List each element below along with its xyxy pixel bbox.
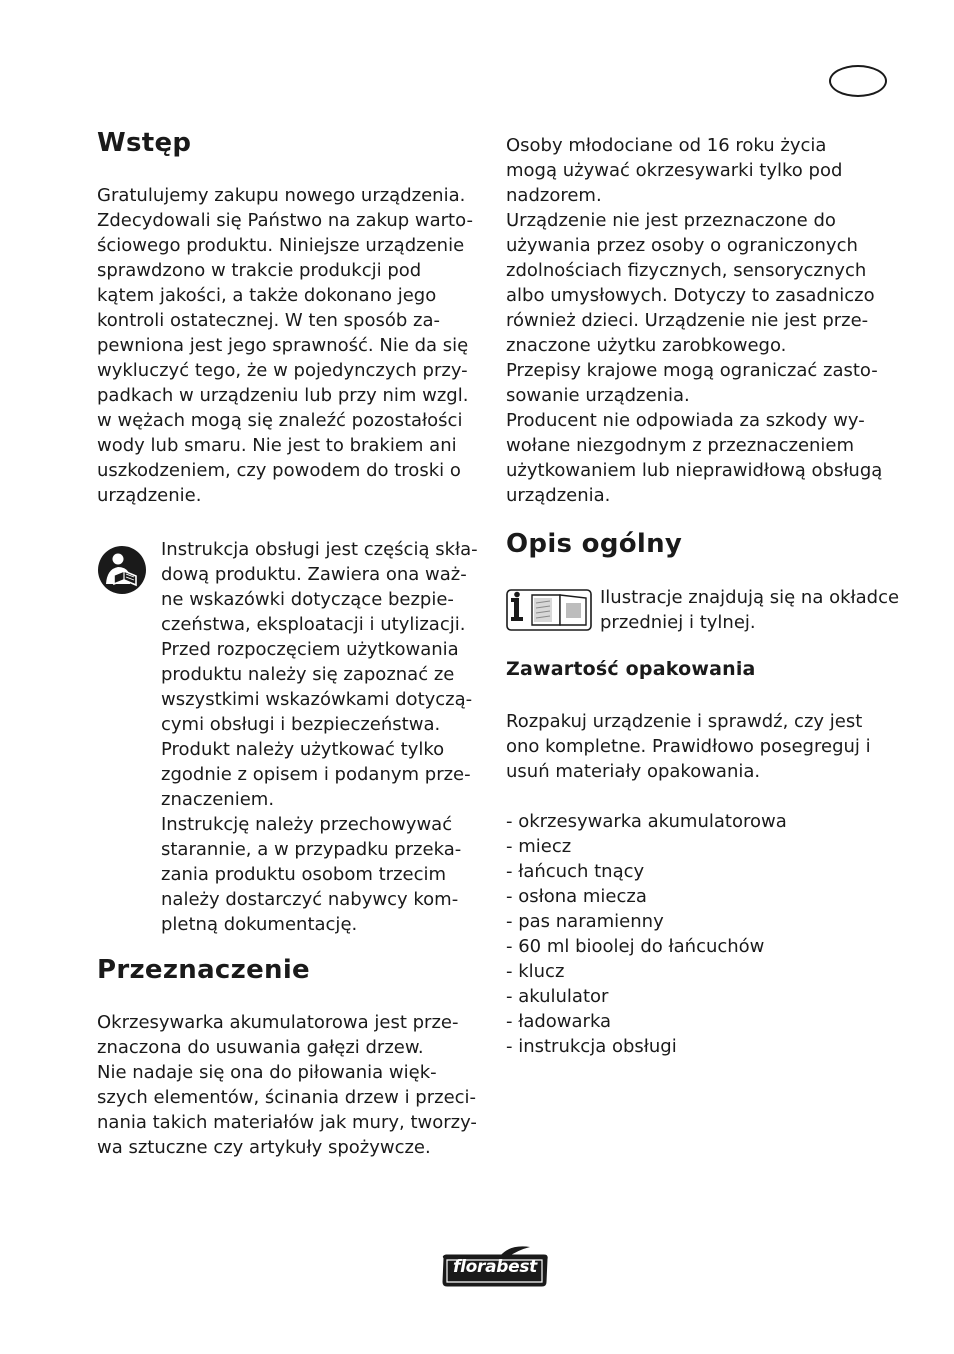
text-line: wa sztuczne czy artykuły spożywcze. bbox=[97, 1137, 431, 1158]
text-line: zania produktu osobom trzecim bbox=[161, 864, 447, 885]
info-illustration-icon bbox=[506, 589, 592, 631]
text-line: Ilustracje znajdują się na okładce bbox=[600, 587, 900, 608]
text-line: Urządzenie nie jest przeznaczone do bbox=[506, 210, 836, 231]
text-line: padkach w urządzeniu lub przy nim wzgl. bbox=[97, 385, 469, 406]
text-line: uszkodzeniem, czy powodem do troski o bbox=[97, 460, 461, 481]
text-line: zdolnościach fizycznych, sensorycznych bbox=[506, 260, 867, 281]
heading-zawartosc: Zawartość opakowania bbox=[506, 658, 756, 680]
text-line: Osoby młodociane od 16 roku życia bbox=[506, 135, 827, 156]
read-manual-icon bbox=[97, 545, 147, 595]
paragraph-info-note bbox=[600, 585, 899, 635]
text-line: usuń materiały opakowania. bbox=[506, 761, 761, 782]
text-line: czeństwa, eksploatacji i utylizacji. bbox=[161, 614, 466, 635]
text-line: zgodnie z opisem i podanym prze- bbox=[161, 764, 471, 785]
list-item: - klucz bbox=[506, 961, 565, 982]
text-line: Producent nie odpowiada za szkody wy- bbox=[506, 410, 865, 431]
text-line: pletną dokumentację. bbox=[161, 914, 358, 935]
text-line: Instrukcja obsługi jest częścią skła- bbox=[161, 539, 478, 560]
text-line: znaczone użytku zarobkowego. bbox=[506, 335, 787, 356]
text-line: Rozpakuj urządzenie i sprawdź, czy jest bbox=[506, 711, 863, 732]
text-line: urządzenie. bbox=[97, 485, 202, 506]
text-line: znaczona do usuwania gałęzi drzew. bbox=[97, 1037, 424, 1058]
text-line: ne wskazówki dotyczące bezpie- bbox=[161, 589, 454, 610]
florabest-logo bbox=[438, 1244, 552, 1290]
text-line: urządzenia. bbox=[506, 485, 611, 506]
text-line: dową produktu. Zawiera ona waż- bbox=[161, 564, 467, 585]
text-line: cymi obsługi i bezpieczeństwa. bbox=[161, 714, 441, 735]
text-line: Przed rozpoczęciem użytkowania bbox=[161, 639, 459, 660]
text-line: również dzieci. Urządzenie nie jest prze- bbox=[506, 310, 869, 331]
text-line: mogą używać okrzesywarki tylko pod bbox=[506, 160, 843, 181]
text-line: kontroli ostatecznej. W ten sposób za- bbox=[97, 310, 440, 331]
text-line: Gratulujemy zakupu nowego urządzenia. bbox=[97, 185, 466, 206]
text-line: użytkowaniem lub nieprawidłową obsługą bbox=[506, 460, 883, 481]
list-item: - osłona miecza bbox=[506, 886, 647, 907]
list-item: - pas naramienny bbox=[506, 911, 664, 932]
list-item: - ładowarka bbox=[506, 1011, 612, 1032]
package-contents-list bbox=[506, 809, 787, 1059]
text-line: szych elementów, ścinania drzew i przeci- bbox=[97, 1087, 477, 1108]
text-line: sowanie urządzenia. bbox=[506, 385, 690, 406]
text-line: Zdecydowali się Państwo na zakup warto- bbox=[97, 210, 473, 231]
text-line: Przepisy krajowe mogą ograniczać zasto- bbox=[506, 360, 878, 381]
text-line: nadzorem. bbox=[506, 185, 602, 206]
list-item: - miecz bbox=[506, 836, 572, 857]
paragraph-przeznaczenie bbox=[97, 1010, 477, 1160]
heading-opis-ogolny: Opis ogólny bbox=[506, 529, 683, 559]
text-line: kątem jakości, a także dokonano jego bbox=[97, 285, 437, 306]
text-line: ono kompletne. Prawidłowo posegreguj i bbox=[506, 736, 871, 757]
paragraph-manual-note bbox=[161, 537, 478, 937]
text-line: w wężach mogą się znaleźć pozostałości bbox=[97, 410, 463, 431]
text-line: wykluczyć tego, że w pojedynczych przy- bbox=[97, 360, 468, 381]
text-line: wołane niezgodnym z przeznaczeniem bbox=[506, 435, 855, 456]
text-line: starannie, a w przypadku przeka- bbox=[161, 839, 462, 860]
text-line: nania takich materiałów jak mury, tworzy- bbox=[97, 1112, 477, 1133]
language-badge bbox=[829, 65, 887, 97]
text-line: znaczeniem. bbox=[161, 789, 275, 810]
text-line: Okrzesywarka akumulatorowa jest prze- bbox=[97, 1012, 459, 1033]
list-item: - instrukcja obsługi bbox=[506, 1036, 677, 1057]
text-line: albo umysłowych. Dotyczy to zasadniczo bbox=[506, 285, 875, 306]
text-line: wody lub smaru. Nie jest to brakiem ani bbox=[97, 435, 457, 456]
text-line: Nie nadaje się ona do piłowania więk- bbox=[97, 1062, 437, 1083]
text-line: sprawdzono w trakcie produkcji pod bbox=[97, 260, 422, 281]
paragraph-wstep bbox=[97, 183, 473, 508]
list-item: - akululator bbox=[506, 986, 609, 1007]
heading-wstep: Wstęp bbox=[97, 128, 192, 158]
text-line: produktu należy się zapoznać ze bbox=[161, 664, 455, 685]
list-item: - łańcuch tnący bbox=[506, 861, 645, 882]
paragraph-usage bbox=[506, 133, 882, 508]
heading-przeznaczenie: Przeznaczenie bbox=[97, 955, 310, 985]
text-line: przedniej i tylnej. bbox=[600, 612, 756, 633]
text-line: ściowego produktu. Niniejsze urządzenie bbox=[97, 235, 465, 256]
text-line: używania przez osoby o ograniczonych bbox=[506, 235, 858, 256]
paragraph-zawartosc bbox=[506, 709, 871, 784]
text-line: pewniona jest jego sprawność. Nie da się bbox=[97, 335, 469, 356]
text-line: Produkt należy użytkować tylko bbox=[161, 739, 445, 760]
list-item: - 60 ml bioolej do łańcuchów bbox=[506, 936, 765, 957]
text-line: Instrukcję należy przechowywać bbox=[161, 814, 453, 835]
text-line: należy dostarczyć nabywcy kom- bbox=[161, 889, 459, 910]
logo-text: florabest bbox=[452, 1257, 537, 1277]
list-item: - okrzesywarka akumulatorowa bbox=[506, 811, 787, 832]
text-line: wszystkimi wskazówkami dotyczą- bbox=[161, 689, 473, 710]
